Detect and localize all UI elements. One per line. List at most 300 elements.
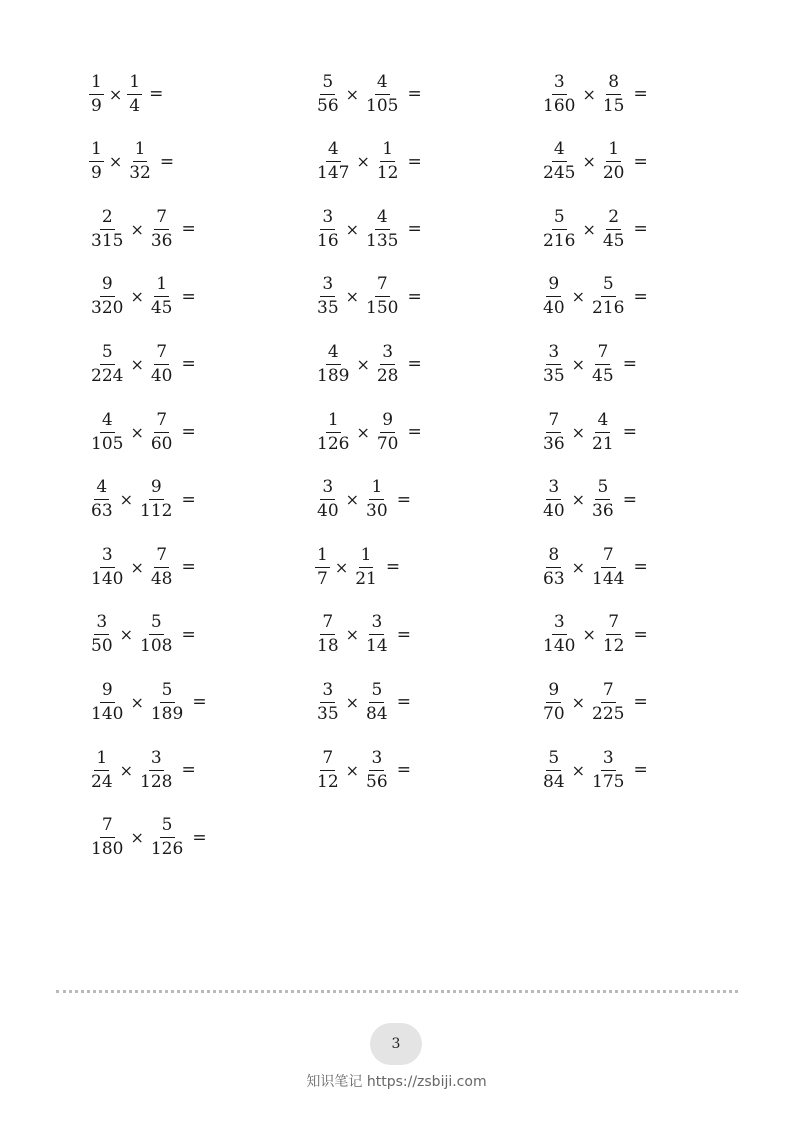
denominator: 32 xyxy=(129,163,151,184)
equals-sign: = xyxy=(407,286,422,307)
problem-item xyxy=(314,70,422,118)
equals-sign: = xyxy=(633,219,648,240)
numerator: 8 xyxy=(606,74,621,95)
equals-sign: = xyxy=(181,354,196,375)
multiply-sign: × xyxy=(582,625,596,645)
numerator: 7 xyxy=(100,817,115,838)
numerator: 9 xyxy=(149,479,164,500)
fraction-b xyxy=(364,276,400,317)
numerator: 4 xyxy=(100,412,115,433)
numerator: 7 xyxy=(154,344,169,365)
fraction-a xyxy=(541,206,577,251)
problem-item xyxy=(540,611,648,659)
page-number-badge xyxy=(370,1023,422,1065)
fraction-a xyxy=(541,479,567,520)
equals-sign: = xyxy=(159,151,175,172)
fraction-a xyxy=(89,276,125,317)
problem-item xyxy=(88,205,196,253)
problem-item xyxy=(540,138,648,186)
problem-item xyxy=(88,814,207,862)
equals-sign: = xyxy=(181,286,196,307)
numerator: 9 xyxy=(380,412,395,433)
denominator: 84 xyxy=(543,771,565,792)
denominator: 12 xyxy=(317,771,339,792)
denominator: 12 xyxy=(376,163,399,184)
fraction-a xyxy=(541,679,567,724)
problem-item xyxy=(88,746,196,794)
numerator: 1 xyxy=(94,750,109,771)
fraction-b xyxy=(601,141,627,182)
fraction-a xyxy=(541,341,567,386)
denominator: 21 xyxy=(592,433,614,454)
denominator: 225 xyxy=(592,703,625,724)
numerator: 3 xyxy=(320,209,335,230)
numerator: 9 xyxy=(546,276,561,297)
numerator: 8 xyxy=(546,547,561,568)
numerator: 7 xyxy=(375,276,390,297)
numerator: 2 xyxy=(606,209,621,230)
denominator: 21 xyxy=(355,568,377,589)
multiply-sign: × xyxy=(119,625,134,645)
fraction-b xyxy=(364,679,390,724)
denominator: 160 xyxy=(543,95,576,116)
dotted-divider xyxy=(56,990,738,993)
denominator: 315 xyxy=(91,230,124,251)
denominator: 48 xyxy=(150,568,173,589)
denominator: 105 xyxy=(366,95,399,116)
numerator: 7 xyxy=(546,412,561,433)
page-number: 3 xyxy=(391,1036,401,1052)
problem-item xyxy=(88,476,196,524)
problem-item xyxy=(88,611,196,659)
numerator: 4 xyxy=(552,141,567,162)
multiply-sign: × xyxy=(130,219,144,239)
numerator: 5 xyxy=(160,817,175,838)
fraction-a xyxy=(315,71,341,116)
numerator: 3 xyxy=(100,547,115,568)
fraction-b xyxy=(149,409,175,454)
multiply-sign: × xyxy=(571,354,586,374)
denominator: 36 xyxy=(543,433,565,454)
problem-item xyxy=(88,678,207,726)
numerator: 1 xyxy=(89,141,104,162)
fraction-a xyxy=(541,544,567,589)
multiply-sign: × xyxy=(571,490,586,510)
fraction-b xyxy=(590,479,616,520)
denominator: 175 xyxy=(592,771,625,792)
multiply-sign: × xyxy=(571,287,586,307)
problem-item xyxy=(88,70,163,118)
denominator: 40 xyxy=(543,298,565,319)
fraction-a xyxy=(315,614,341,655)
denominator: 35 xyxy=(317,703,339,724)
problem-item xyxy=(314,408,422,456)
fraction-a xyxy=(541,71,577,116)
numerator: 5 xyxy=(552,209,567,230)
multiply-sign: × xyxy=(582,219,596,239)
denominator: 63 xyxy=(543,568,565,589)
fraction-b xyxy=(149,341,175,386)
numerator: 7 xyxy=(601,682,616,703)
fraction-a xyxy=(89,614,115,655)
fraction-b xyxy=(353,544,379,589)
fraction-a xyxy=(541,141,577,182)
equals-sign: = xyxy=(633,692,648,713)
fraction-a xyxy=(89,341,125,386)
fraction-b xyxy=(138,747,174,792)
denominator: 56 xyxy=(317,95,339,116)
multiply-sign: × xyxy=(334,557,349,577)
fraction-b xyxy=(590,276,626,317)
problem-item xyxy=(540,408,637,456)
numerator: 3 xyxy=(369,614,384,635)
equals-sign: = xyxy=(407,151,422,172)
denominator: 40 xyxy=(317,501,339,522)
fraction-b xyxy=(375,341,401,386)
multiply-sign: × xyxy=(130,557,144,577)
fraction-a xyxy=(541,747,567,792)
multiply-sign: × xyxy=(571,760,586,780)
equals-sign: = xyxy=(396,489,411,510)
numerator: 9 xyxy=(100,682,115,703)
fraction-a xyxy=(315,206,341,251)
multiply-sign: × xyxy=(345,760,360,780)
equals-sign: = xyxy=(407,219,422,240)
denominator: 7 xyxy=(317,568,328,589)
fraction-b xyxy=(138,479,174,520)
denominator: 70 xyxy=(543,703,565,724)
fraction-a xyxy=(315,479,341,520)
denominator: 140 xyxy=(543,636,576,657)
equals-sign: = xyxy=(633,760,648,780)
fraction-b xyxy=(364,614,390,655)
denominator: 40 xyxy=(543,501,565,522)
numerator: 3 xyxy=(552,614,567,635)
numerator: 3 xyxy=(149,750,164,771)
numerator: 7 xyxy=(595,344,610,365)
denominator: 35 xyxy=(317,298,339,319)
numerator: 2 xyxy=(100,209,115,230)
numerator: 1 xyxy=(127,74,142,95)
equals-sign: = xyxy=(633,557,648,578)
multiply-sign: × xyxy=(571,422,586,442)
multiply-sign: × xyxy=(356,152,370,172)
problem-item xyxy=(540,476,637,524)
numerator: 1 xyxy=(359,547,374,568)
denominator: 126 xyxy=(150,839,184,860)
problem-item xyxy=(314,138,422,186)
denominator: 50 xyxy=(91,636,113,657)
fraction-b xyxy=(364,479,390,520)
fraction-b xyxy=(149,276,175,317)
equals-sign: = xyxy=(407,354,422,375)
fraction-a xyxy=(315,276,341,317)
numerator: 7 xyxy=(320,614,335,635)
numerator: 7 xyxy=(154,547,169,568)
problem-item xyxy=(314,476,411,524)
equals-sign: = xyxy=(633,84,648,104)
problem-item xyxy=(540,746,648,794)
multiply-sign: × xyxy=(119,490,134,510)
multiply-sign: × xyxy=(130,354,144,374)
fraction-a xyxy=(89,71,104,116)
equals-sign: = xyxy=(633,286,648,307)
denominator: 70 xyxy=(376,433,399,454)
denominator: 140 xyxy=(91,703,124,724)
numerator: 3 xyxy=(552,74,567,95)
numerator: 5 xyxy=(369,682,384,703)
multiply-sign: × xyxy=(571,692,586,712)
numerator: 4 xyxy=(326,344,341,365)
fraction-a xyxy=(541,409,567,454)
fraction-a xyxy=(315,544,330,589)
multiply-sign: × xyxy=(130,692,144,712)
denominator: 84 xyxy=(366,703,388,724)
denominator: 9 xyxy=(91,95,102,116)
denominator: 4 xyxy=(129,95,141,116)
denominator: 45 xyxy=(150,298,173,319)
fraction-a xyxy=(89,206,125,251)
problem-item xyxy=(88,543,196,591)
equals-sign: = xyxy=(149,84,164,104)
numerator: 3 xyxy=(380,344,395,365)
numerator: 5 xyxy=(595,479,610,500)
equals-sign: = xyxy=(181,422,196,442)
denominator: 24 xyxy=(91,771,113,792)
fraction-b xyxy=(364,206,400,251)
problem-item xyxy=(314,340,422,388)
denominator: 320 xyxy=(91,298,124,319)
fraction-b xyxy=(149,817,185,858)
fraction-b xyxy=(601,206,627,251)
problem-item xyxy=(540,70,648,118)
problem-item xyxy=(88,340,196,388)
fraction-a xyxy=(89,141,104,182)
multiply-sign: × xyxy=(571,557,586,577)
numerator: 3 xyxy=(320,682,335,703)
fraction-b xyxy=(590,679,626,724)
multiply-sign: × xyxy=(345,84,360,104)
denominator: 9 xyxy=(91,163,102,184)
denominator: 108 xyxy=(140,636,173,657)
fraction-b xyxy=(127,71,142,116)
denominator: 30 xyxy=(366,501,388,522)
denominator: 20 xyxy=(602,163,625,184)
equals-sign: = xyxy=(407,422,422,442)
numerator: 1 xyxy=(89,74,104,95)
multiply-sign: × xyxy=(119,760,134,780)
multiply-sign: × xyxy=(345,625,360,645)
denominator: 112 xyxy=(140,501,173,522)
problem-item xyxy=(540,678,648,726)
numerator: 3 xyxy=(369,750,384,771)
equals-sign: = xyxy=(622,489,637,510)
multiply-sign: × xyxy=(345,219,360,239)
fraction-a xyxy=(89,747,115,792)
numerator: 7 xyxy=(320,750,335,771)
denominator: 36 xyxy=(150,230,173,251)
denominator: 15 xyxy=(602,95,625,116)
denominator: 216 xyxy=(543,230,576,251)
denominator: 56 xyxy=(366,771,388,792)
denominator: 224 xyxy=(91,365,124,386)
problem-item xyxy=(88,138,174,186)
fraction-b xyxy=(375,409,401,454)
equals-sign: = xyxy=(385,557,401,578)
multiply-sign: × xyxy=(345,490,360,510)
numerator: 5 xyxy=(149,614,164,635)
numerator: 3 xyxy=(601,750,616,771)
fraction-b xyxy=(590,341,616,386)
fraction-b xyxy=(601,71,627,116)
equals-sign: = xyxy=(181,557,196,578)
fraction-a xyxy=(89,409,125,454)
equals-sign: = xyxy=(622,422,637,442)
numerator: 1 xyxy=(369,479,384,500)
denominator: 40 xyxy=(150,365,173,386)
equals-sign: = xyxy=(396,760,411,780)
multiply-sign: × xyxy=(108,152,123,172)
denominator: 28 xyxy=(376,365,399,386)
equals-sign: = xyxy=(633,151,648,172)
fraction-b xyxy=(601,614,627,655)
numerator: 4 xyxy=(326,141,341,162)
fraction-a xyxy=(89,544,125,589)
numerator: 3 xyxy=(94,614,109,635)
denominator: 150 xyxy=(366,298,399,319)
problem-item xyxy=(314,205,422,253)
numerator: 4 xyxy=(94,479,109,500)
multiply-sign: × xyxy=(582,84,596,104)
denominator: 45 xyxy=(602,230,625,251)
fraction-a xyxy=(315,409,351,454)
equals-sign: = xyxy=(396,624,411,645)
problem-item xyxy=(88,273,196,321)
numerator: 1 xyxy=(606,141,621,162)
multiply-sign: × xyxy=(108,84,123,104)
fraction-b xyxy=(590,544,626,589)
fraction-a xyxy=(315,141,351,182)
fraction-a xyxy=(315,341,351,386)
numerator: 1 xyxy=(154,276,169,297)
equals-sign: = xyxy=(181,489,196,510)
numerator: 7 xyxy=(154,209,169,230)
denominator: 12 xyxy=(602,636,625,657)
problem-item xyxy=(314,611,411,659)
fraction-b xyxy=(590,409,616,454)
equals-sign: = xyxy=(181,219,196,240)
numerator: 5 xyxy=(160,682,175,703)
numerator: 4 xyxy=(595,412,610,433)
numerator: 3 xyxy=(320,276,335,297)
fraction-b xyxy=(149,679,185,724)
numerator: 3 xyxy=(320,479,335,500)
equals-sign: = xyxy=(396,692,411,713)
denominator: 36 xyxy=(592,501,614,522)
fraction-a xyxy=(89,817,125,858)
fraction-a xyxy=(315,747,341,792)
fraction-b xyxy=(364,71,400,116)
footer-credit: 知识笔记 https://zsbiji.com xyxy=(306,1074,487,1090)
problem-item xyxy=(314,543,400,591)
problem-item xyxy=(540,340,637,388)
equals-sign: = xyxy=(633,624,648,645)
problem-item xyxy=(540,205,648,253)
fraction-a xyxy=(541,614,577,655)
denominator: 135 xyxy=(366,230,399,251)
fraction-b xyxy=(149,544,175,589)
denominator: 180 xyxy=(91,839,124,860)
fraction-a xyxy=(89,479,115,520)
numerator: 7 xyxy=(154,412,169,433)
denominator: 16 xyxy=(317,230,339,251)
numerator: 4 xyxy=(375,74,390,95)
numerator: 9 xyxy=(100,276,115,297)
problem-item xyxy=(540,273,648,321)
multiply-sign: × xyxy=(356,354,370,374)
numerator: 1 xyxy=(315,547,330,568)
denominator: 35 xyxy=(543,365,565,386)
fraction-a xyxy=(89,679,125,724)
multiply-sign: × xyxy=(345,692,360,712)
equals-sign: = xyxy=(181,624,196,645)
denominator: 105 xyxy=(91,433,124,454)
multiply-sign: × xyxy=(130,287,144,307)
denominator: 245 xyxy=(543,163,576,184)
fraction-b xyxy=(364,747,390,792)
equals-sign: = xyxy=(407,84,422,104)
problem-item xyxy=(314,746,411,794)
problem-item xyxy=(314,678,411,726)
numerator: 5 xyxy=(320,74,335,95)
denominator: 147 xyxy=(317,163,350,184)
equals-sign: = xyxy=(192,827,207,848)
denominator: 45 xyxy=(592,365,614,386)
denominator: 189 xyxy=(150,703,184,724)
denominator: 126 xyxy=(317,433,350,454)
multiply-sign: × xyxy=(356,422,370,442)
problem-item xyxy=(540,543,648,591)
equals-sign: = xyxy=(192,692,207,713)
fraction-b xyxy=(590,747,626,792)
multiply-sign: × xyxy=(582,152,596,172)
fraction-b xyxy=(138,614,174,655)
denominator: 216 xyxy=(592,298,625,319)
denominator: 140 xyxy=(91,568,124,589)
fraction-b xyxy=(149,206,175,251)
fraction-b xyxy=(375,141,401,182)
numerator: 9 xyxy=(546,682,561,703)
problem-item xyxy=(88,408,196,456)
multiply-sign: × xyxy=(130,828,144,848)
numerator: 4 xyxy=(375,209,390,230)
fraction-a xyxy=(315,679,341,724)
numerator: 5 xyxy=(100,344,115,365)
numerator: 3 xyxy=(546,344,561,365)
multiply-sign: × xyxy=(345,287,360,307)
fraction-b xyxy=(127,141,153,182)
denominator: 14 xyxy=(366,636,388,657)
denominator: 189 xyxy=(317,365,350,386)
denominator: 128 xyxy=(140,771,173,792)
denominator: 144 xyxy=(592,568,625,589)
numerator: 5 xyxy=(546,750,561,771)
numerator: 1 xyxy=(133,141,148,162)
numerator: 3 xyxy=(546,479,561,500)
numerator: 5 xyxy=(601,276,616,297)
denominator: 60 xyxy=(150,433,173,454)
denominator: 63 xyxy=(91,501,113,522)
